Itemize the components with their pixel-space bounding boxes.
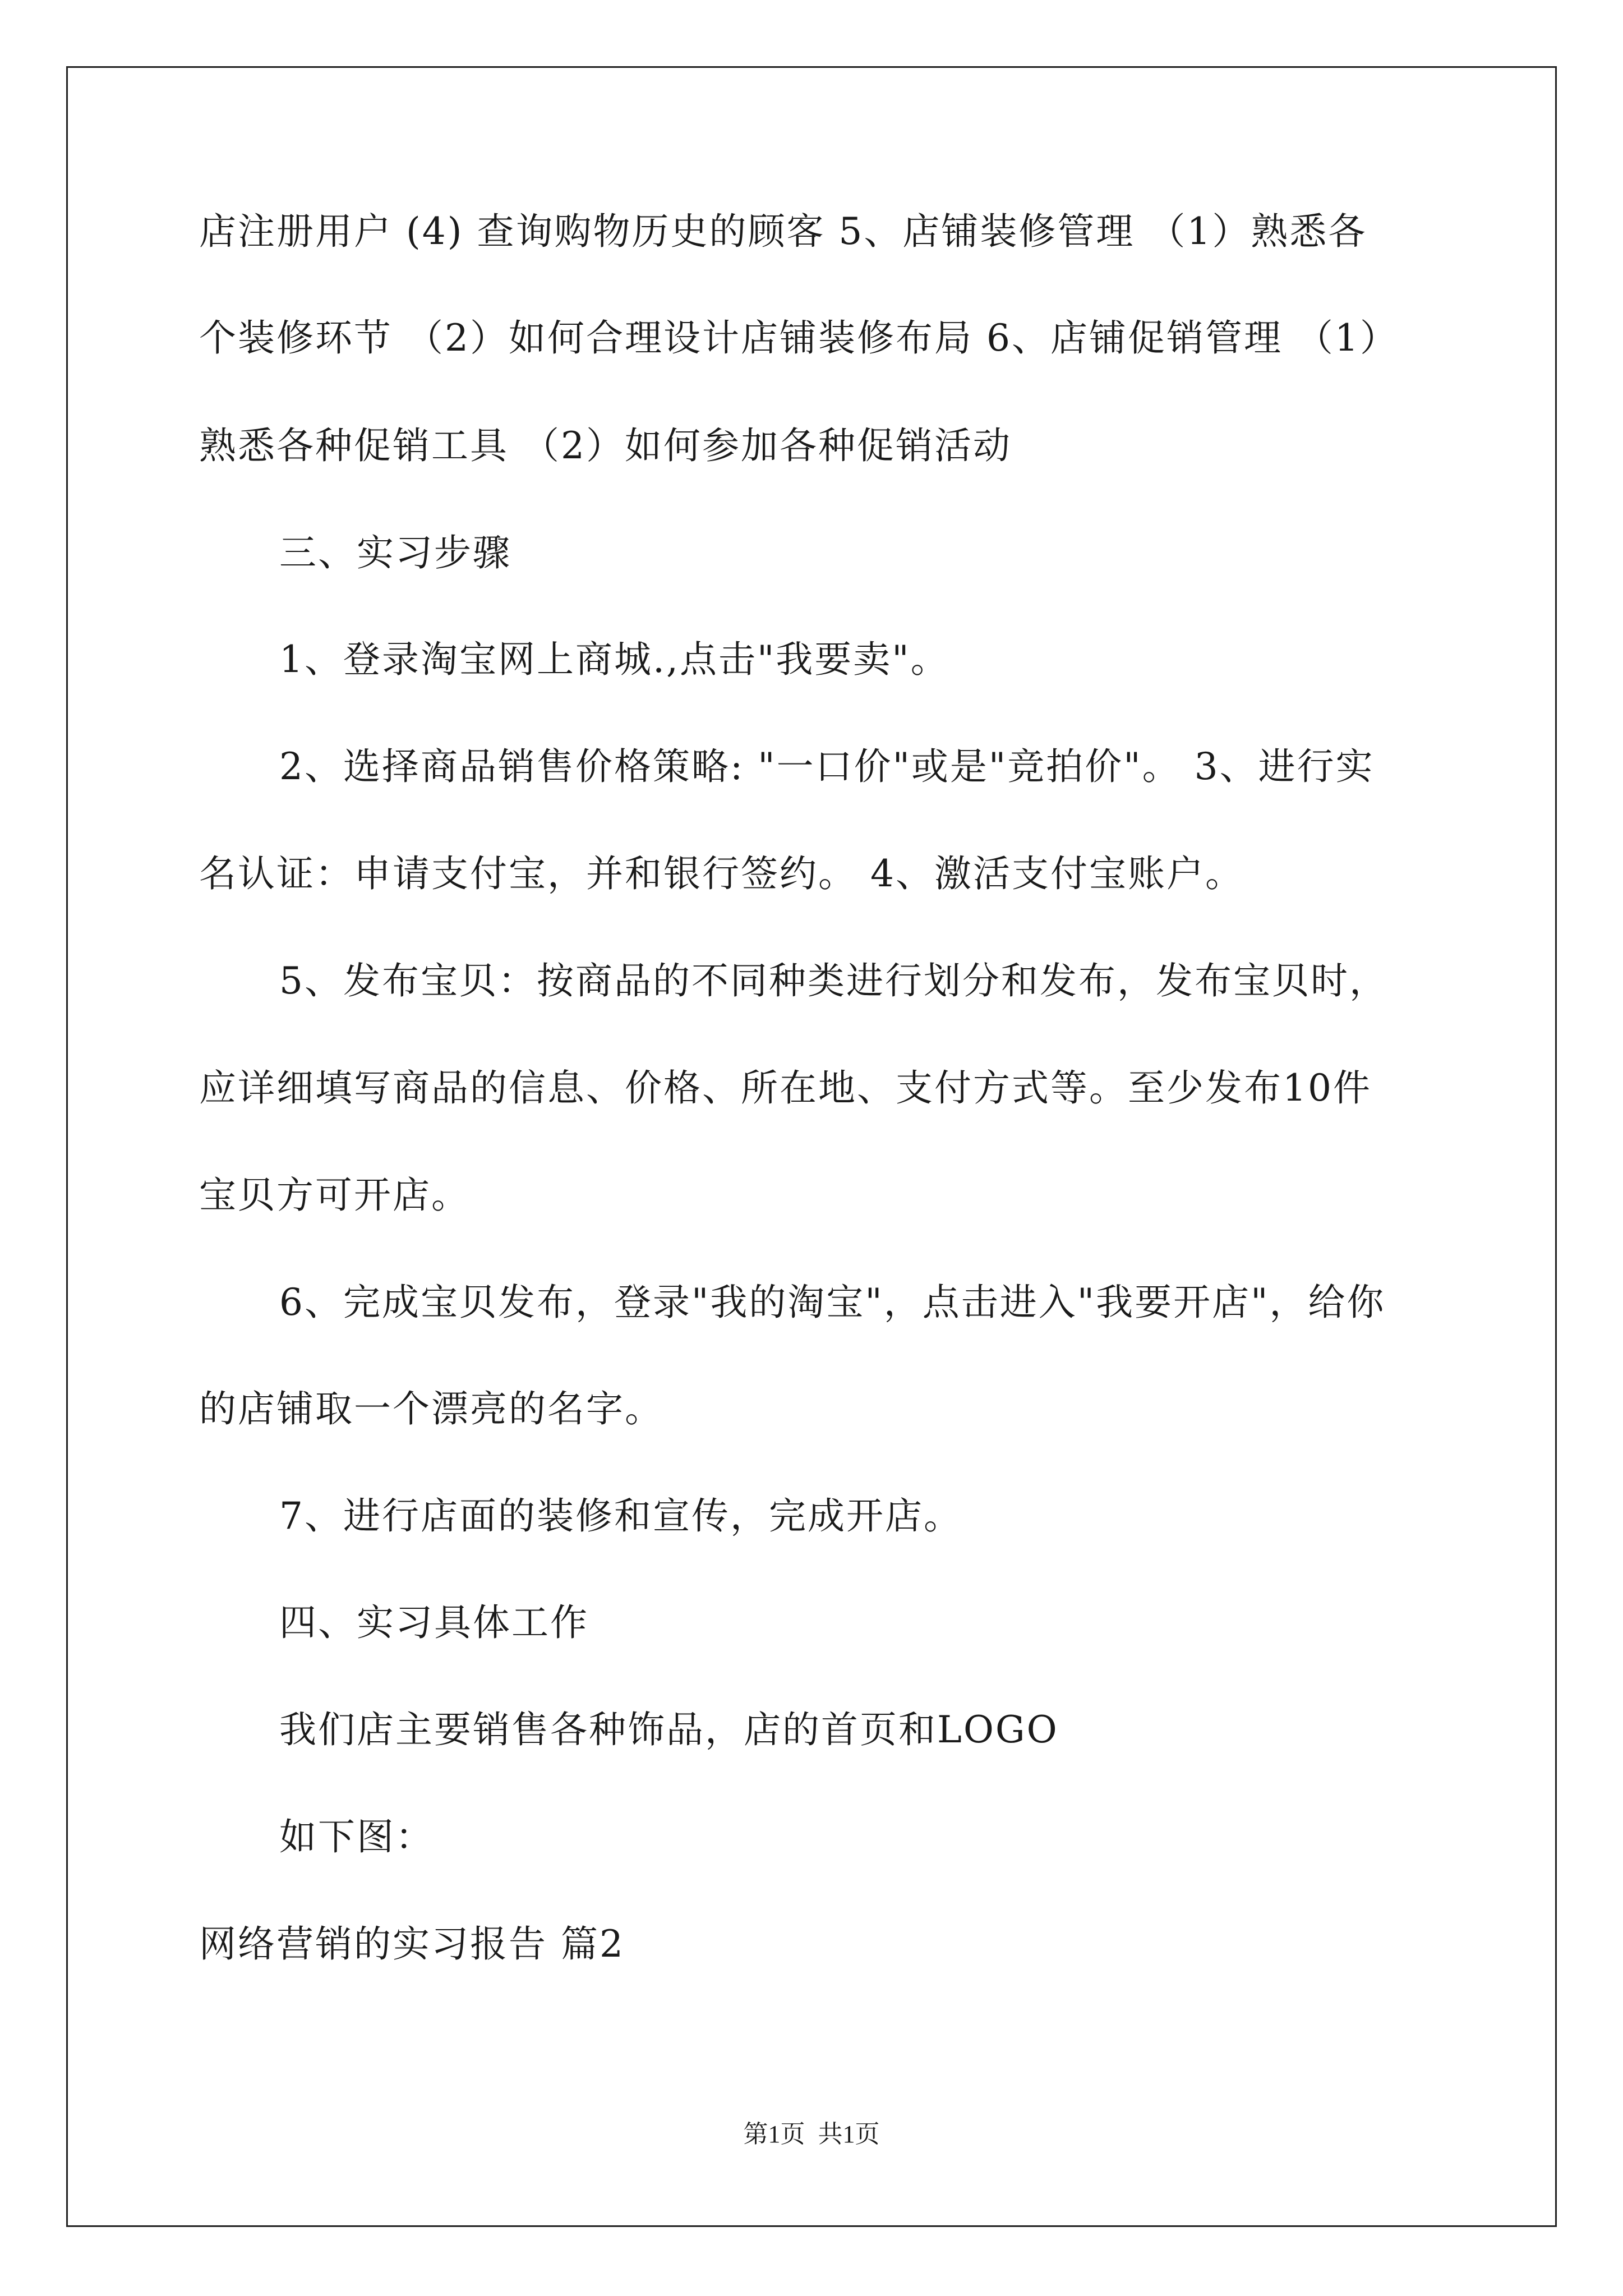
text-line: 6、完成宝贝发布，登录"我的淘宝"，点击进入"我要开店"，给你 [279, 1281, 1386, 1324]
text-line: 如下图： [279, 1815, 434, 1858]
text-line: 5、发布宝贝：按商品的不同种类进行划分和发布，发布宝贝时， [279, 959, 1388, 1002]
page-number: 第1页 [743, 2120, 805, 2148]
section-heading: 三、实习步骤 [279, 531, 511, 574]
text-line: 店注册用户 (4) 查询购物历史的顾客 5、店铺装修管理 （1）熟悉各 [199, 210, 1367, 253]
section-heading: 四、实习具体工作 [279, 1601, 589, 1644]
text-line: 的店铺取一个漂亮的名字。 [199, 1387, 663, 1430]
page-total: 共1页 [818, 2120, 880, 2148]
text-line: 名认证：申请支付宝，并和银行签约。 4、激活支付宝账户。 [199, 852, 1244, 895]
text-line: 1、登录淘宝网上商城.,点击"我要卖"。 [279, 638, 949, 681]
page-border [66, 66, 1557, 2227]
page-footer [0, 2122, 1623, 2147]
text-line: 个装修环节 （2）如何合理设计店铺装修布局 6、店铺促销管理 （1） [199, 316, 1399, 360]
text-line: 应详细填写商品的信息、价格、所在地、支付方式等。至少发布10件 [199, 1066, 1372, 1110]
text-line: 7、进行店面的装修和宣传，完成开店。 [279, 1494, 962, 1538]
article-title: 网络营销的实习报告 篇2 [199, 1922, 625, 1966]
text-line: 2、选择商品销售价格策略: "一口价"或是"竞拍价"。 3、进行实 [279, 745, 1375, 788]
text-line: 熟悉各种促销工具 （2）如何参加各种促销活动 [199, 424, 1012, 467]
text-line: 我们店主要销售各种饰品，店的首页和LOGO [279, 1708, 1059, 1751]
text-line: 宝贝方可开店。 [199, 1174, 470, 1217]
